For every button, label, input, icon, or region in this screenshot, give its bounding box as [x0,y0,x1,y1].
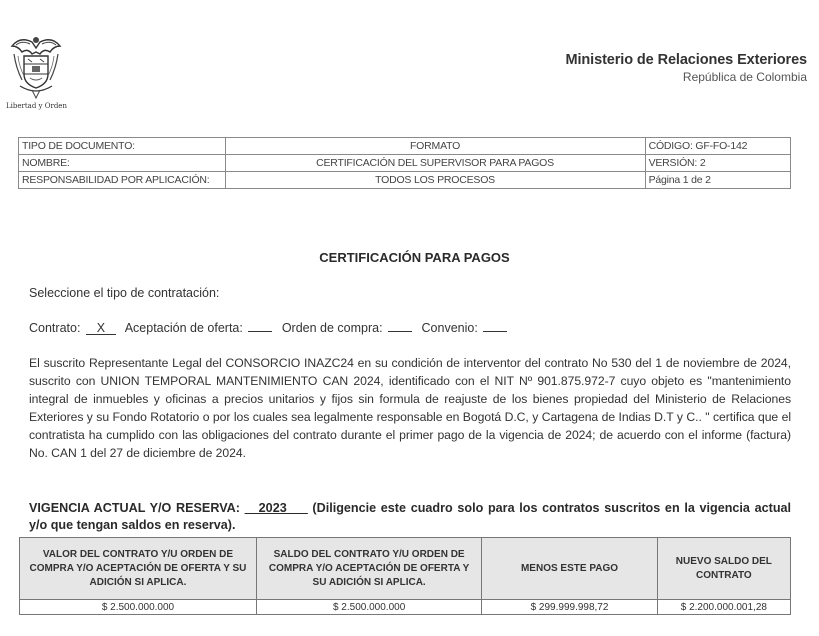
contract-type-options [29,321,513,335]
contract-balance-cell: $ 2.500.000.000 [256,600,481,615]
table-header-row [20,538,791,600]
acceptance-offer-option-field[interactable] [248,331,272,332]
vigencia-label: VIGENCIA ACTUAL Y/O RESERVA: [29,501,240,515]
meta-value: CERTIFICACIÓN DEL SUPERVISOR PARA PAGOS [225,155,645,172]
header-this-payment: MENOS ESTE PAGO [482,538,657,600]
this-payment-cell: $ 299.999.998,72 [482,600,657,615]
ministry-header [566,52,807,84]
meta-row-responsibility [19,172,791,189]
logo-motto: Libertad y Orden [6,102,67,110]
certification-paragraph: El suscrito Representante Legal del CONSORCIO INAZC24 en su condición de interventor del contrato No 530 del 1 de noviembre de 2024, suscrito con UNION TEMPORAL MANTENIMIENTO CAN 2024, identificado con el NIT Nº 901.875.972-7 cuyo objeto es "mantenimiento integral de inmuebles y oficinas a precios unitarios y fijos sin formula de reajuste de los bienes propiedad del Ministerio de Relaciones Exteriores y su Fondo Rotatorio o por los cuales sea legalmente responsable en Bogotá D.C, y Cartagena de Indias D.T y C.. " certifica que el contratista ha cumplido con las obligaciones del contrato durante el primer pago de la vigencia de 2024; de acuerdo con el informe (factura) No. CAN 1 del 27 de diciembre de 2024. [29,356,791,460]
ministry-name: Ministerio de Relaciones Exteriores [565,52,807,68]
country-name: República de Colombia [682,70,807,84]
acceptance-offer-option-label: Aceptación de oferta: [124,321,243,335]
contract-values-table [19,537,791,615]
table-row [20,600,791,615]
meta-code: CÓDIGO: GF-FO-142 [645,138,790,155]
header-contract-balance: SALDO DEL CONTRATO Y/U ORDEN DE COMPRA Y/O ACEPTACIÓN DE OFERTA Y SU ADICIÓN SI APLICA. [256,538,481,600]
purchase-order-option-label: Orden de compra: [281,321,383,335]
document-title: CERTIFICACIÓN PARA PAGOS [319,250,510,265]
contract-value-cell: $ 2.500.000.000 [20,600,257,615]
select-contract-type-label: Seleccione el tipo de contratación: [29,286,220,300]
header-contract-value: VALOR DEL CONTRATO Y/U ORDEN DE COMPRA Y/O ACEPTACIÓN DE OFERTA Y SU ADICIÓN SI APLICA. [20,538,257,600]
coat-of-arms-icon [6,32,66,100]
coat-of-arms-logo [6,32,66,114]
document-meta-table [18,137,791,189]
contract-option-label: Contrato: [29,321,81,335]
meta-page-number: Página 1 de 2 [645,172,790,189]
purchase-order-option-field[interactable] [388,331,412,332]
meta-label: TIPO DE DOCUMENTO: [19,138,226,155]
meta-value: TODOS LOS PROCESOS [225,172,645,189]
meta-label: NOMBRE: [19,155,226,172]
vigencia-note: (Diligencie este cuadro solo para los contratos suscritos en la vigencia actual y/o que tengan saldos en reserva). [29,501,792,532]
meta-version: VERSIÓN: 2 [645,155,790,172]
agreement-option-field[interactable] [483,331,507,332]
vigencia-section [29,500,791,534]
meta-row-name [19,155,791,172]
new-balance-cell: $ 2.200.000.001,28 [657,600,790,615]
meta-row-document-type [19,138,791,155]
contract-option-field[interactable]: X [86,322,116,335]
header-new-balance: NUEVO SALDO DEL CONTRATO [657,538,790,600]
vigencia-year: __2023___ [244,501,308,515]
meta-label: RESPONSABILIDAD POR APLICACIÓN: [19,172,226,189]
meta-value: FORMATO [225,138,645,155]
agreement-option-label: Convenio: [421,321,478,335]
